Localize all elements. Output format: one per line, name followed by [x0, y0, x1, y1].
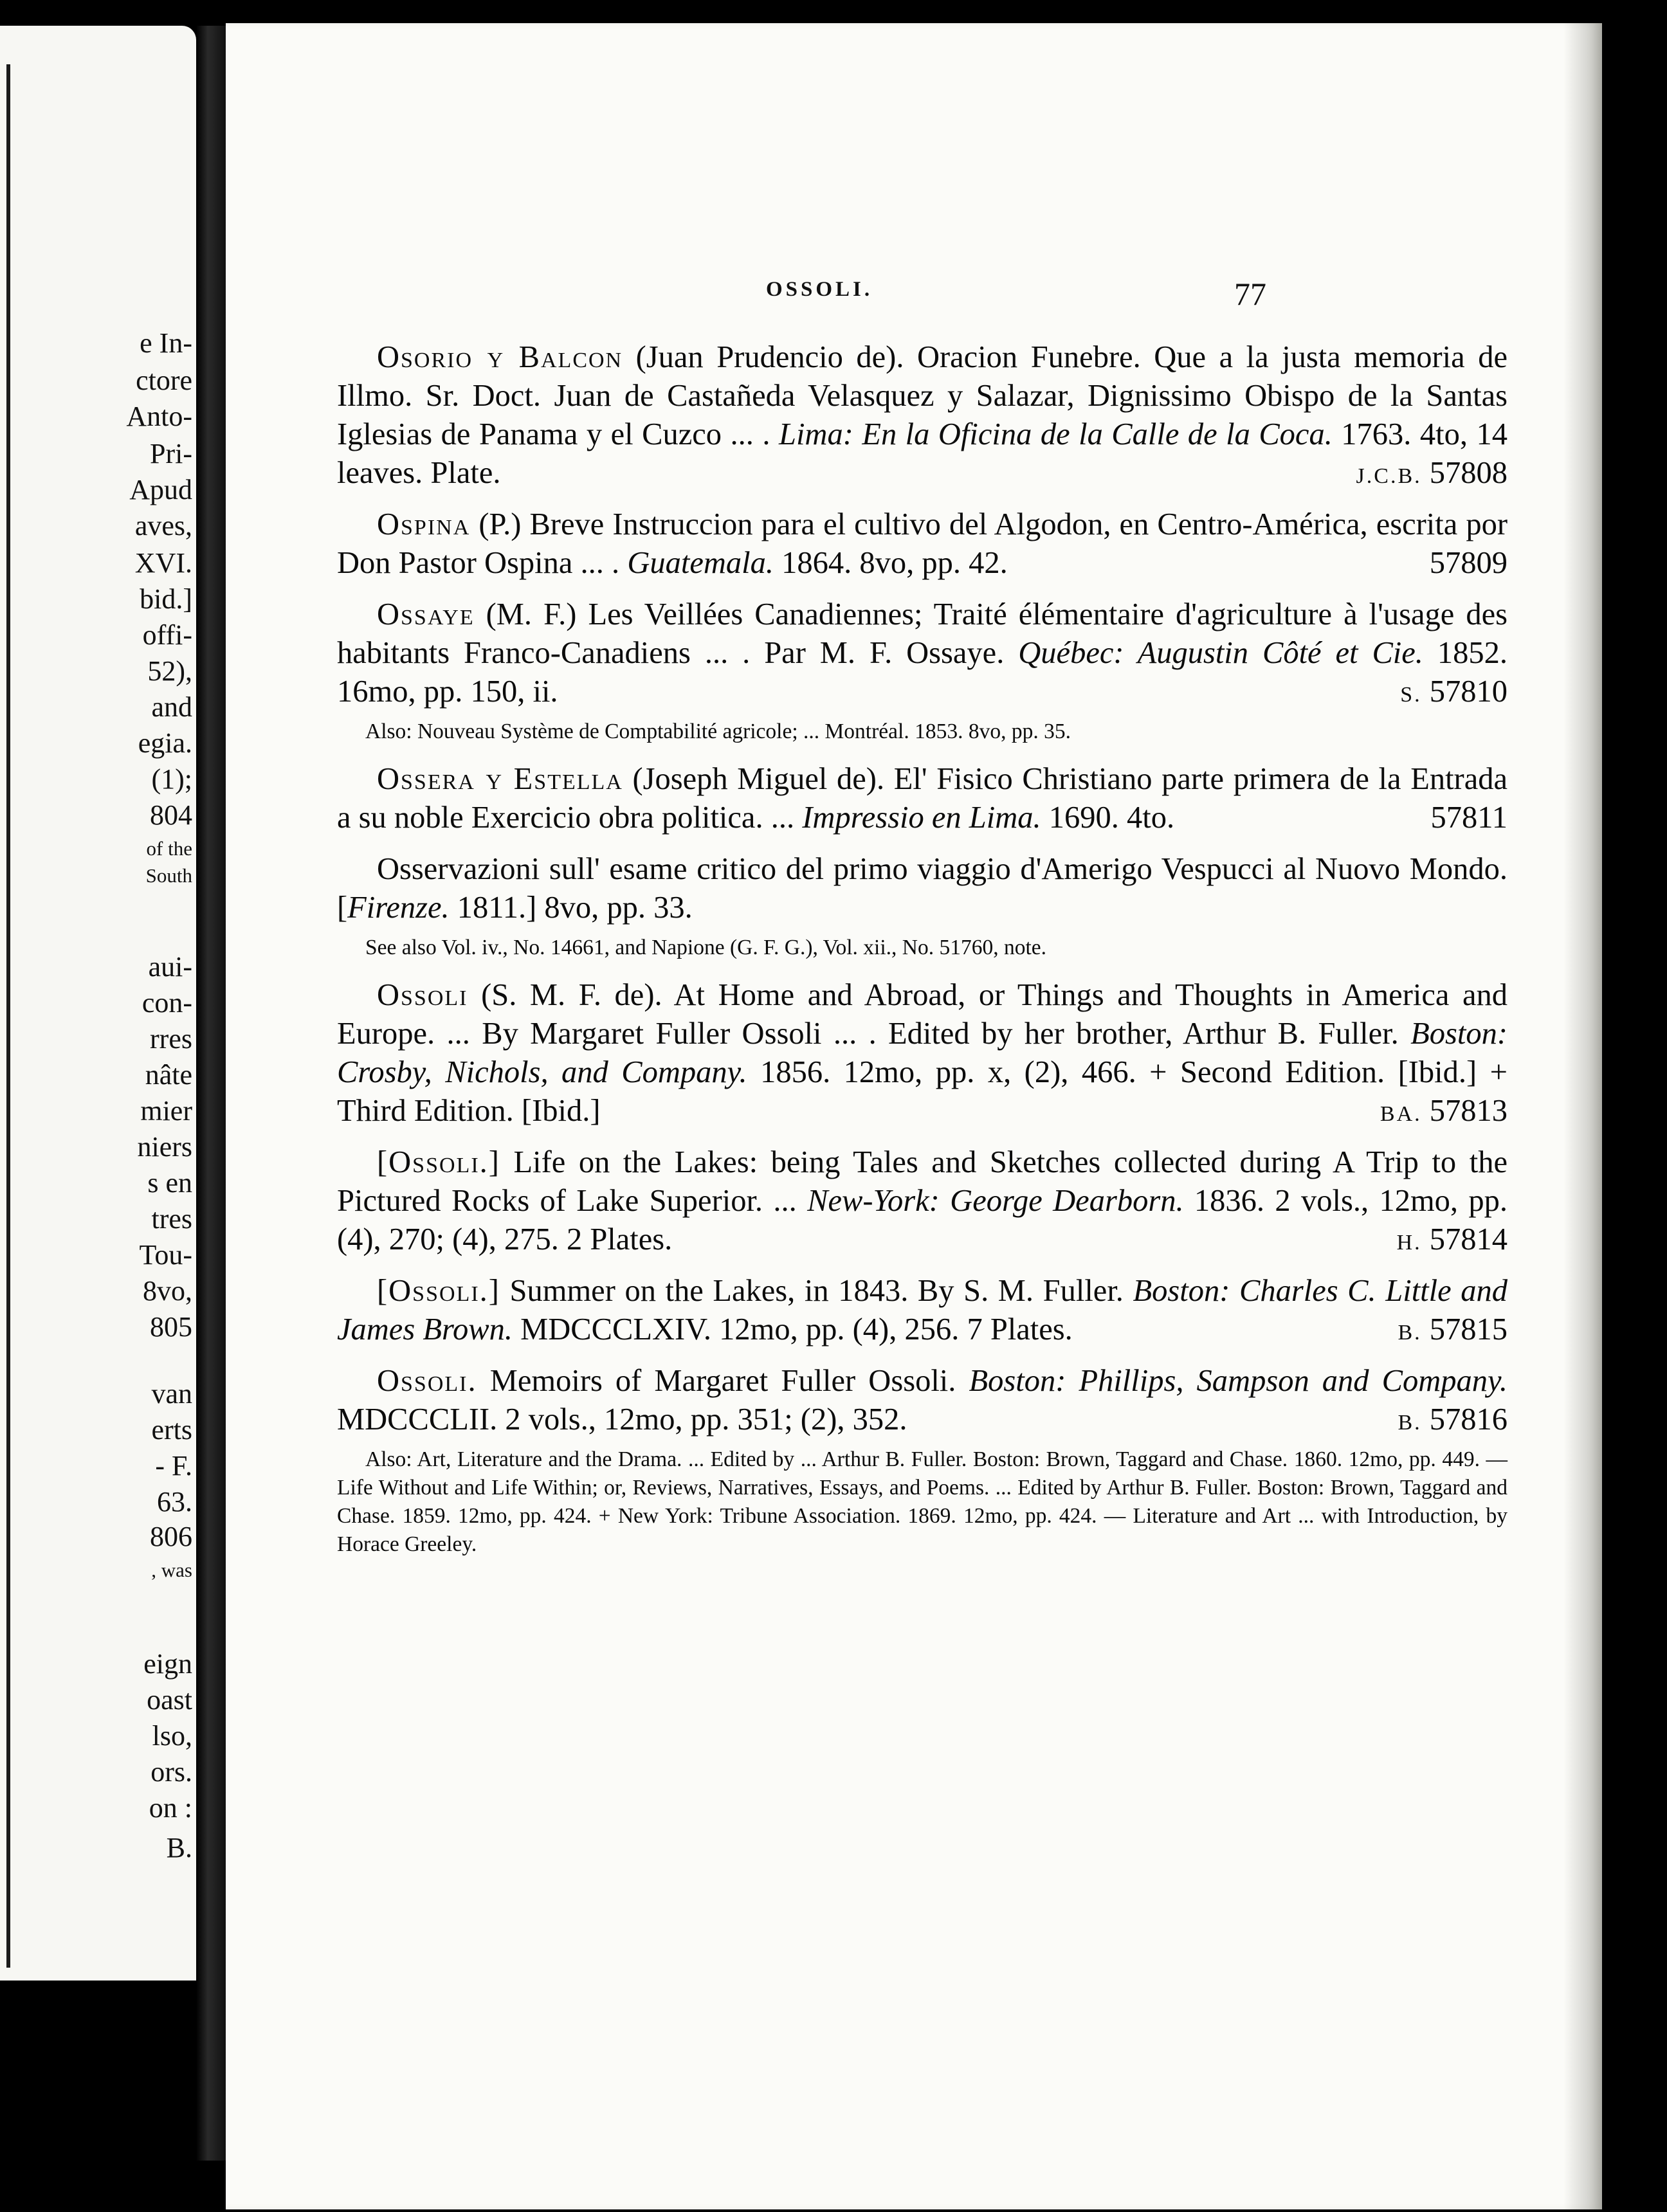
facing-page-line: Anto- [126, 401, 192, 432]
facing-page-line: eign [143, 1648, 192, 1680]
entry-details: 1763. 4to, 14 leaves. Plate. [337, 417, 1508, 490]
facing-page-line: erts [151, 1414, 192, 1446]
entry-number: 57813 [1429, 1094, 1508, 1128]
entry-number: 57809 [1429, 546, 1508, 580]
entry-text: (P.) Breve Instruccion para el cultivo del Algodon, en Centro-América, escrita por Don Pastor Ospina ... . [337, 507, 1508, 580]
facing-page-edge [6, 64, 10, 1968]
entry-details: MDCCCLII. 2 vols., 12mo, pp. 351; (2), 352. [337, 1402, 907, 1437]
entry-text: Life on the Lakes: being Tales and Sketches collected during A Trip to the Pictured Rocks of Lake Superior. ... [337, 1145, 1508, 1218]
facing-page-line: lso, [152, 1720, 192, 1752]
bibliography-entry [337, 1272, 1508, 1349]
bibliography-entry [337, 760, 1508, 837]
entry-details: 1836. 2 vols., 12mo, pp. (4), 270; (4), 275. 2 Plates. [337, 1184, 1508, 1256]
facing-page-line: 63. [157, 1486, 192, 1518]
facing-page-fragment [0, 26, 196, 1981]
facing-page-line: ctore [136, 365, 192, 396]
facing-page-line: 805 [150, 1311, 192, 1343]
facing-page-line: egia. [138, 727, 192, 759]
entry-number: 57811 [1430, 801, 1508, 835]
facing-page-line: aves, [134, 510, 192, 541]
entry-heading: [Ossoli.] [377, 1274, 500, 1308]
facing-page-line: oast [147, 1684, 192, 1716]
facing-page-line: bid.] [140, 583, 192, 615]
facing-page-line: on : [149, 1792, 192, 1824]
entry-heading: Osorio y Balcon [377, 340, 623, 374]
entry-details: 1864. 8vo, pp. 42. [773, 546, 1008, 580]
facing-page-line: mier [140, 1095, 192, 1127]
facing-page-line: , was [151, 1559, 192, 1581]
entry-text: Memoirs of Margaret Fuller Ossoli. [477, 1364, 969, 1398]
facing-page-line: 806 [150, 1521, 192, 1552]
facing-page-line: ors. [150, 1756, 192, 1788]
entry-reference [1390, 544, 1508, 583]
entry-imprint: Boston: Charles C. Little and James Brown. [337, 1274, 1508, 1346]
entry-details: 1811.] 8vo, pp. 33. [449, 891, 693, 925]
entry-imprint: Lima: En la Oficina de la Calle de la Coca. [778, 417, 1333, 451]
entry-text: (Juan Prudencio de). Oracion Funebre. Que a la justa memoria de Illmo. Sr. Doct. Juan de Castañeda Velasquez y Salazar, Dignissimo Obispo de la Santas Iglesias de Panama y el Cuzco ... . [337, 340, 1508, 451]
entry-imprint: Québec: Augustin Côté et Cie. [1018, 636, 1423, 670]
entry-reference [1391, 799, 1508, 837]
library-code: B. [1398, 1411, 1422, 1435]
facing-page-line: tres [151, 1203, 192, 1235]
entry-number: 57815 [1429, 1312, 1508, 1346]
entry-details: 1690. 4to. [1041, 801, 1175, 835]
facing-page-line: offi- [142, 619, 192, 651]
book-gutter [196, 26, 226, 2161]
facing-page-line: of the [146, 837, 192, 860]
facing-page-line: 52), [147, 655, 192, 687]
entry-text: Osservazioni sull' esame critico del primo viaggio d'Amerigo Vespucci al Nuovo Mondo. [ [337, 852, 1508, 925]
facing-page-line: nâte [145, 1059, 192, 1091]
running-head: OSSOLI. [766, 278, 873, 301]
entry-heading: Ossera y Estella [377, 762, 623, 796]
facing-page-line: B. [166, 1832, 192, 1863]
entry-imprint: Impressio en Lima. [802, 801, 1041, 835]
entry-details: MDCCCLXIV. 12mo, pp. (4), 256. 7 Plates. [513, 1312, 1073, 1346]
entry-reference [1358, 1310, 1508, 1352]
entry-heading: [Ossoli.] [377, 1145, 500, 1179]
bibliography-entry [337, 338, 1508, 493]
page-edge-shadow [1563, 23, 1602, 2209]
facing-page-line: Tou- [139, 1239, 192, 1271]
entry-details: 1856. 12mo, pp. x, (2), 466. + Second Edition. [Ibid.] + Third Edition. [Ibid.] [337, 1055, 1508, 1128]
facing-page-line: con- [141, 987, 192, 1019]
facing-page-line: 8vo, [143, 1275, 192, 1307]
facing-page-line: Apud [129, 474, 192, 505]
entry-heading: Ossoli. [377, 1364, 477, 1398]
entry-text: (S. M. F. de). At Home and Abroad, or Things and Thoughts in America and Europe. ... By Margaret Fuller Ossoli ... . Edited by her brother, Arthur B. Fuller. [337, 978, 1508, 1051]
book-page [226, 23, 1602, 2209]
entry-text: Summer on the Lakes, in 1843. By S. M. Fuller. [500, 1274, 1133, 1308]
entry-imprint: New-York: George Dearborn. [807, 1184, 1184, 1218]
entry-note: See also Vol. iv., No. 14661, and Napione (G. F. G.), Vol. xii., No. 51760, note. [365, 936, 1047, 959]
page-number: 77 [1234, 276, 1266, 312]
entry-note: Also: Nouveau Système de Comptabilité agricole; ... Montréal. 1853. 8vo, pp. 35. [365, 720, 1071, 743]
library-code: S. [1400, 683, 1422, 707]
facing-page-line: rres [150, 1023, 192, 1055]
entry-reference [1358, 1401, 1508, 1442]
facing-page-line: s en [147, 1167, 192, 1199]
facing-page-line: and [151, 691, 192, 723]
bibliography-entry [337, 595, 1508, 711]
facing-page-line: aui- [148, 951, 192, 983]
facing-page-line: South [145, 864, 192, 887]
facing-page-line: XVI. [134, 547, 192, 579]
facing-page-line: Pri- [150, 438, 192, 469]
entry-imprint: Guatemala. [627, 546, 774, 580]
entry-reference [1340, 1092, 1508, 1134]
facing-page-line: e In- [140, 327, 192, 359]
entry-heading: Ossoli [377, 978, 468, 1012]
library-code: J.C.B. [1356, 464, 1422, 488]
entry-reference [1357, 1220, 1508, 1262]
facing-page-line: 804 [150, 799, 192, 831]
entry-text: (Joseph Miguel de). El' Fisico Christiano parte primera de la Entrada a su noble Exercicio obra politica. ... [337, 762, 1508, 835]
entry-number: 57816 [1429, 1402, 1508, 1437]
facing-page-line: - F. [155, 1450, 192, 1482]
entry-number: 57808 [1429, 456, 1508, 490]
bibliography-entry [337, 850, 1508, 927]
library-code: BA. [1380, 1102, 1422, 1126]
facing-page-line: van [151, 1378, 192, 1410]
entry-imprint: Boston: Crosby, Nichols, and Company. [337, 1017, 1508, 1089]
bibliography-entry [337, 1362, 1508, 1439]
entry-note: Also: Art, Literature and the Drama. ... Edited by ... Arthur B. Fuller. Boston: Brown, Taggard and Chase. 1860. 12mo, pp. 449. — Life Without and Life Within; or, Reviews, Narratives, Essays, and Poems. ... Edited by Arthur B. Fuller. Boston: Brown, Taggard and Chase. 1859. 12mo, pp. 424. + New York: Tribune Association. 1869. 12mo, pp. 424. — Literature and Art ... with Introduction, by Horace Greeley. [337, 1447, 1508, 1556]
entry-heading: Ossaye [377, 597, 475, 631]
bibliography-entries [337, 338, 1508, 1573]
bibliography-entry [337, 505, 1508, 583]
entry-reference [1360, 673, 1508, 714]
entry-number: 57810 [1429, 675, 1508, 709]
entry-details: 1852. 16mo, pp. 150, ii. [337, 636, 1508, 709]
facing-page-line: niers [137, 1131, 192, 1163]
entry-heading: Ospina [377, 507, 471, 541]
entry-number: 57814 [1429, 1222, 1508, 1256]
library-code: B. [1398, 1321, 1422, 1345]
entry-reference [1316, 454, 1508, 496]
entry-imprint: Firenze. [347, 891, 450, 925]
facing-page-line: (1); [151, 763, 192, 795]
library-code: H. [1396, 1231, 1422, 1255]
bibliography-entry [337, 1143, 1508, 1259]
entry-imprint: Boston: Phillips, Sampson and Company. [969, 1364, 1508, 1398]
bibliography-entry [337, 976, 1508, 1130]
entry-text: (M. F.) Les Veillées Canadiennes; Traité élémentaire d'agriculture à l'usage des habitants Franco-Canadiens ... . Par M. F. Ossaye. [337, 597, 1508, 670]
